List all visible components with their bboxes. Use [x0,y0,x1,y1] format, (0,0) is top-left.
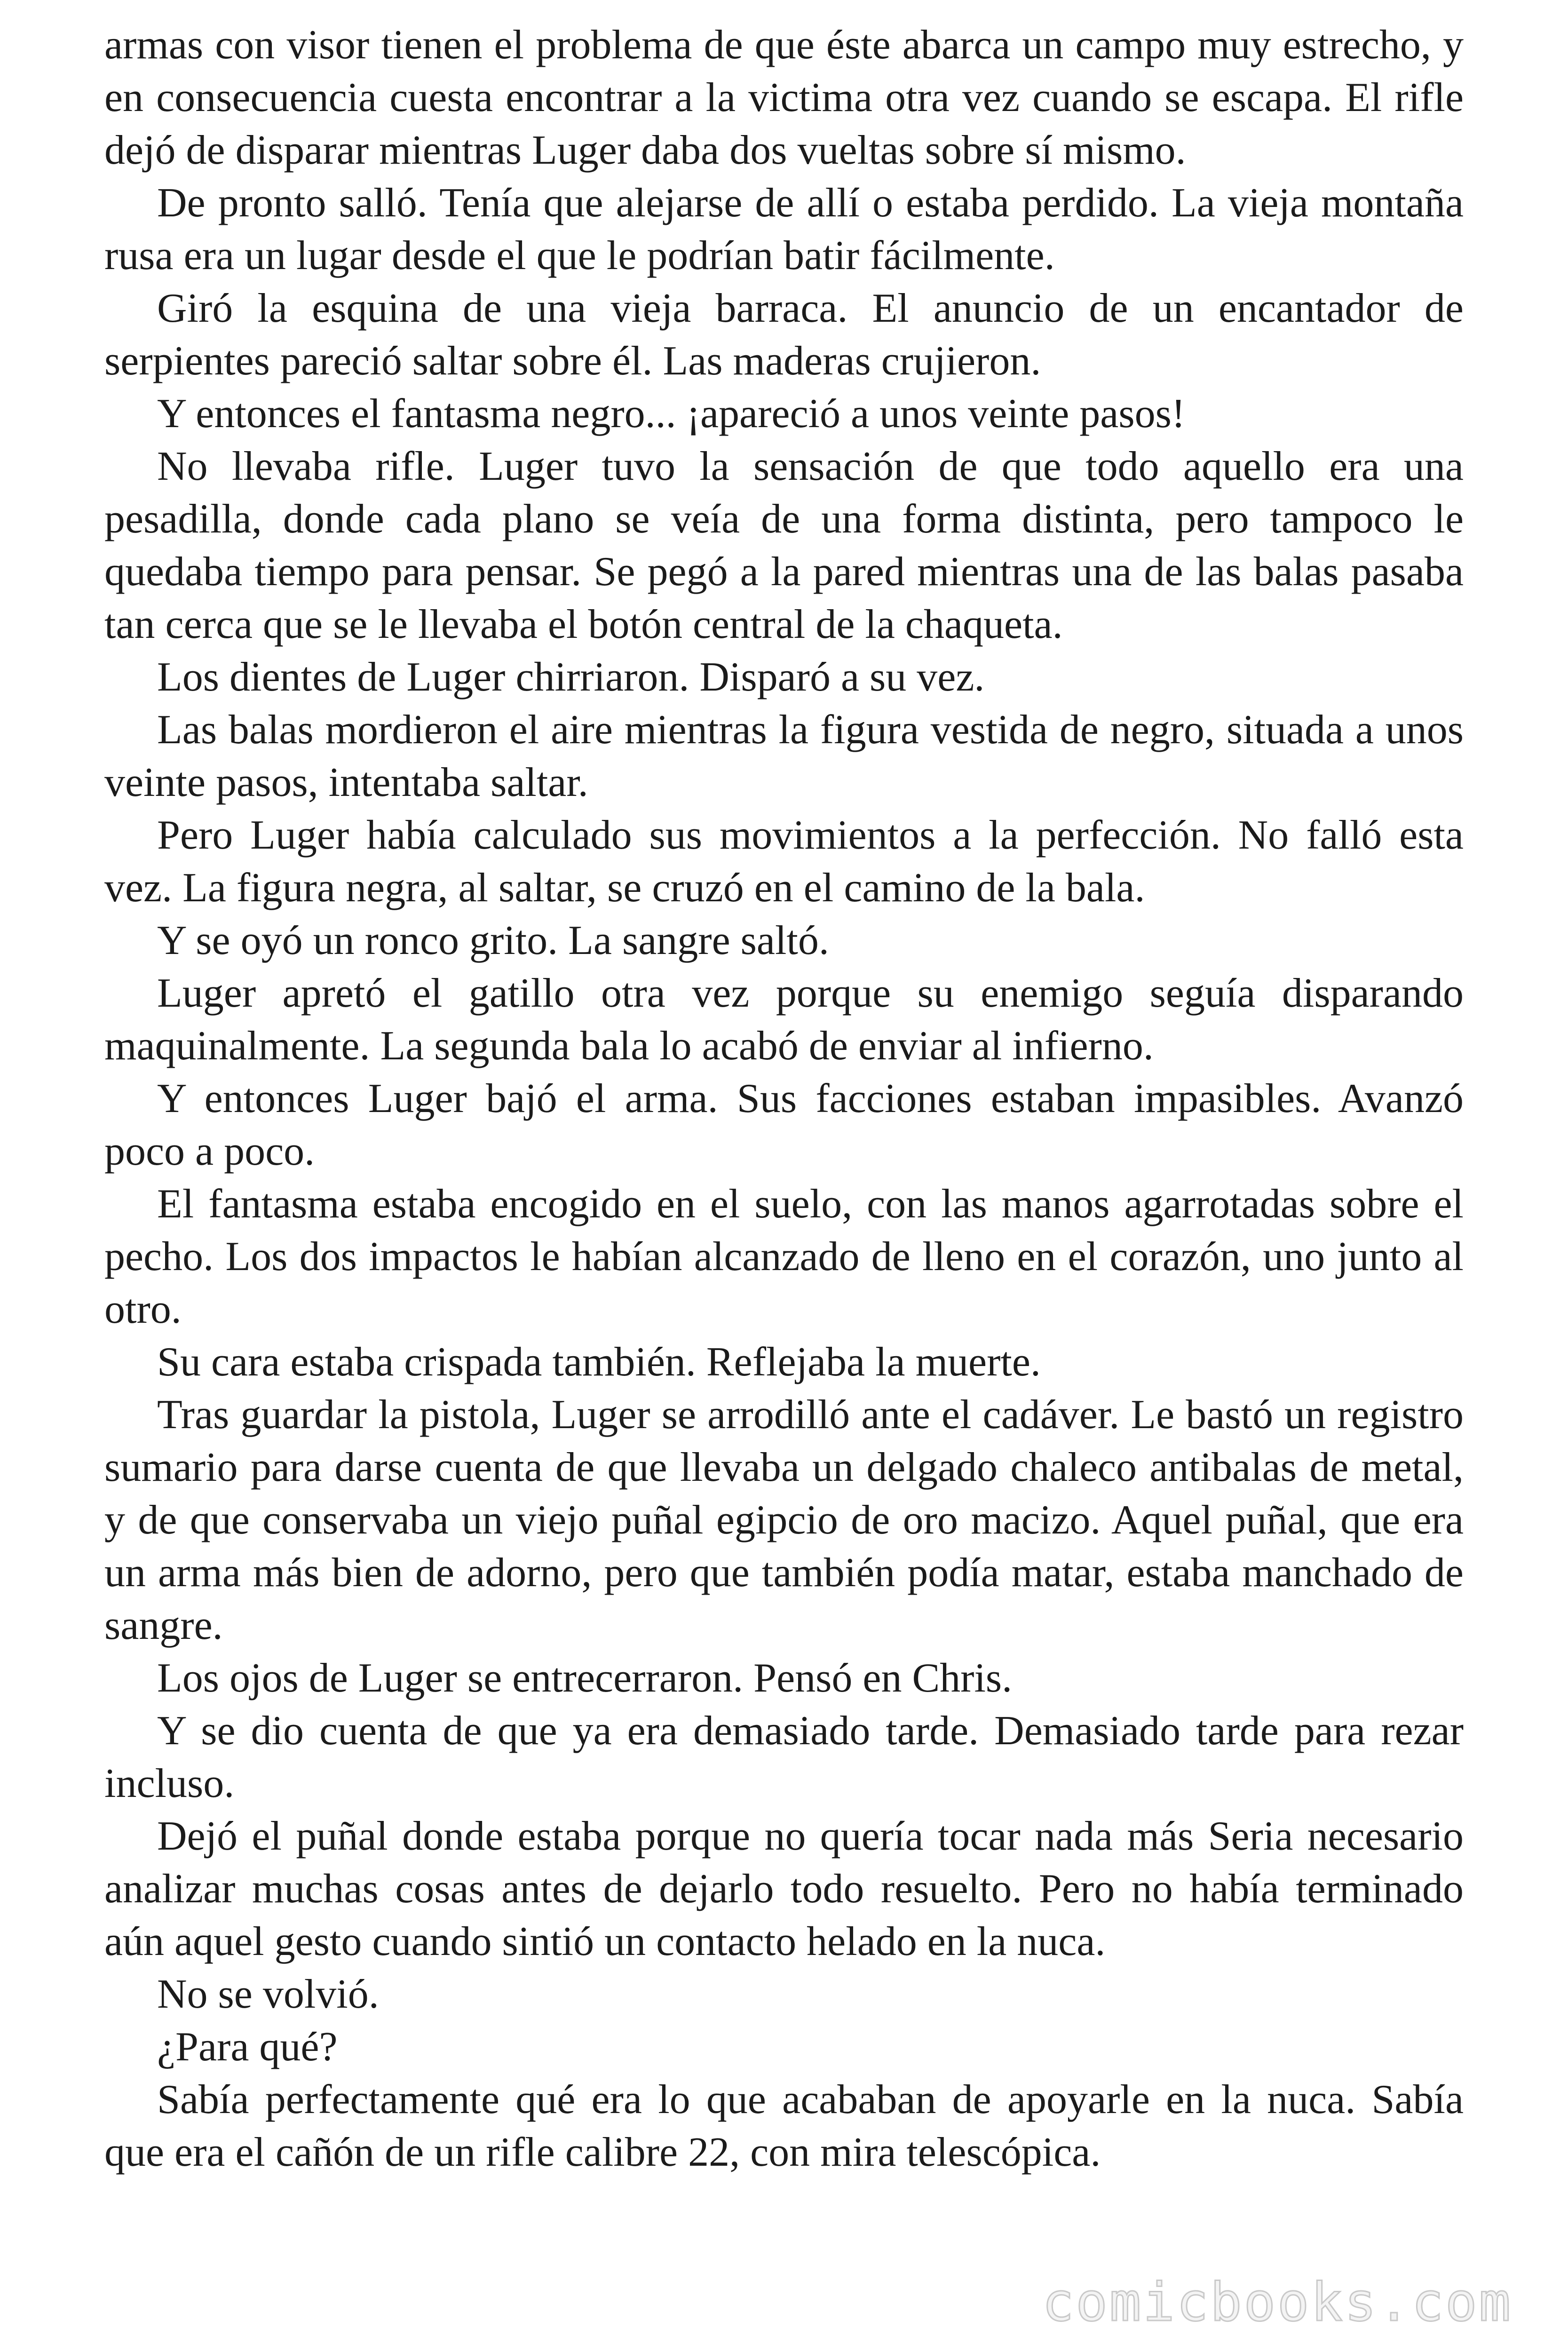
watermark: comicbooks.com [1042,2272,1513,2333]
paragraph-6: Los dientes de Luger chirriaron. Disparó a su vez. [157,654,985,700]
paragraph-8: Pero Luger había calculado sus movimientos a la perfección. No falló esta vez. La figura negra, al saltar, se cruzó en el camino de la bala. [104,812,1464,911]
paragraph-2: De pronto salló. Tenía que alejarse de allí o estaba perdido. La vieja montaña rusa era un lugar desde el que le podrían batir fácilmente. [104,180,1464,278]
paragraph-18: No se volvió. [157,1971,379,2017]
page-text [104,19,1464,2179]
paragraph-9: Y se oyó un ronco grito. La sangre saltó. [157,918,829,963]
paragraph-16: Y se dio cuenta de que ya era demasiado tarde. Demasiado tarde para rezar incluso. [104,1708,1464,1806]
paragraph-1: armas con visor tienen el problema de que éste abarca un campo muy estrecho, y en consecuencia cuesta encontrar a la victima otra vez cuando se escapa. El rifle dejó de disparar mientras Luger daba dos vueltas sobre sí mismo. [104,22,1464,173]
paragraph-5: No llevaba rifle. Luger tuvo la sensación de que todo aquello era una pesadilla, donde cada plano se veía de una forma distinta, pero tampoco le quedaba tiempo para pensar. Se pegó a la pared mientras una de las balas pasaba tan cerca que se le llevaba el botón central de la chaqueta. [104,444,1464,647]
paragraph-15: Los ojos de Luger se entrecerraron. Pensó en Chris. [157,1655,1013,1701]
paragraph-20: Sabía perfectamente qué era lo que acababan de apoyarle en la nuca. Sabía que era el cañón de un rifle calibre 22, con mira telescópica. [104,2077,1464,2175]
paragraph-17: Dejó el puñal donde estaba porque no quería tocar nada más Seria necesario analizar muchas cosas antes de dejarlo todo resuelto. Pero no había terminado aún aquel gesto cuando sintió un contacto helado en la nuca. [104,1813,1464,1964]
paragraph-4: Y entonces el fantasma negro... ¡apareció a unos veinte pasos! [157,391,1186,437]
paragraph-13: Su cara estaba crispada también. Reflejaba la muerte. [157,1339,1041,1385]
paragraph-11: Y entonces Luger bajó el arma. Sus facciones estaban impasibles. Avanzó poco a poco. [104,1076,1464,1174]
paragraph-19: ¿Para qué? [157,2024,338,2070]
paragraph-14: Tras guardar la pistola, Luger se arrodilló ante el cadáver. Le bastó un registro sumario para darse cuenta de que llevaba un delgado chaleco antibalas de metal, y de que conservaba un viejo puñal egipcio de oro macizo. Aquel puñal, que era un arma más bien de adorno, pero que también podía matar, estaba manchado de sangre. [104,1392,1464,1648]
paragraph-12: El fantasma estaba encogido en el suelo, con las manos agarrotadas sobre el pecho. Los dos impactos le habían alcanzado de lleno en el corazón, uno junto al otro. [104,1181,1464,1332]
paragraph-7: Las balas mordieron el aire mientras la figura vestida de negro, situada a unos veinte pasos, intentaba saltar. [104,707,1464,805]
paragraph-10: Luger apretó el gatillo otra vez porque su enemigo seguía disparando maquinalmente. La segunda bala lo acabó de enviar al infierno. [104,970,1464,1069]
paragraph-3: Giró la esquina de una vieja barraca. El anuncio de un encantador de serpientes pareció saltar sobre él. Las maderas crujieron. [104,286,1464,384]
